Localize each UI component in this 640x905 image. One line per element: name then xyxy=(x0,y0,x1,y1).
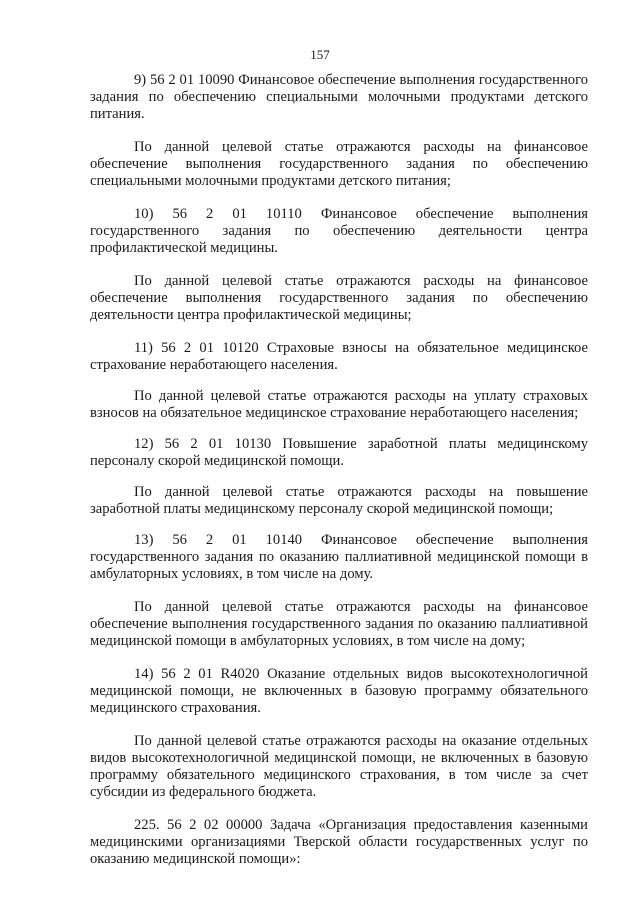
paragraph-item-11-heading: 11) 56 2 01 10120 Страховые взносы на обязательное медицинское страхование неработающего населения. xyxy=(90,340,588,373)
paragraph-item-9-heading: 9) 56 2 01 10090 Финансовое обеспечение выполнения государственного задания по обеспечению специальными молочными продуктами детского питания. xyxy=(90,72,588,122)
paragraph-item-13-heading: 13) 56 2 01 10140 Финансовое обеспечение выполнения государственного задания по оказанию паллиативной медицинской помощи в амбулаторных условиях, в том числе на дому. xyxy=(90,532,588,582)
paragraph-item-14-heading: 14) 56 2 01 R4020 Оказание отдельных видов высокотехнологичной медицинской помощи, не включенных в базовую программу обязательного медицинского страхования. xyxy=(90,666,588,716)
paragraph-item-9-description: По данной целевой статье отражаются расходы на финансовое обеспечение выполнения государственного задания по обеспечению специальными молочными продуктами детского питания; xyxy=(90,139,588,189)
paragraph-item-10-description: По данной целевой статье отражаются расходы на финансовое обеспечение выполнения государственного задания по обеспечению деятельности центра профилактической медицины; xyxy=(90,273,588,323)
paragraph-item-14-description: По данной целевой статье отражаются расходы на оказание отдельных видов высокотехнологичной медицинской помощи, не включенных в базовую программу обязательного медицинского страхования, в том числе за счет субсидии из федерального бюджета. xyxy=(90,733,588,800)
paragraph-item-12-description: По данной целевой статье отражаются расходы на повышение заработной платы медицинскому персоналу скорой медицинской помощи; xyxy=(90,484,588,517)
page-number: 157 xyxy=(310,47,330,62)
paragraph-section-225: 225. 56 2 02 00000 Задача «Организация предоставления казенными медицинскими организациями Тверской области государственных услуг по оказанию медицинской помощи»: xyxy=(90,817,588,867)
paragraph-item-13-description: По данной целевой статье отражаются расходы на финансовое обеспечение выполнения государственного задания по оказанию паллиативной медицинской помощи в амбулаторных условиях, в том числе на дому; xyxy=(90,599,588,649)
paragraph-item-11-description: По данной целевой статье отражаются расходы на уплату страховых взносов на обязательное медицинское страхование неработающего населения; xyxy=(90,388,588,421)
paragraph-item-10-heading: 10) 56 2 01 10110 Финансовое обеспечение выполнения государственного задания по обеспечению деятельности центра профилактической медицины. xyxy=(90,206,588,256)
document-body xyxy=(90,72,588,884)
paragraph-item-12-heading: 12) 56 2 01 10130 Повышение заработной платы медицинскому персоналу скорой медицинской помощи. xyxy=(90,436,588,469)
